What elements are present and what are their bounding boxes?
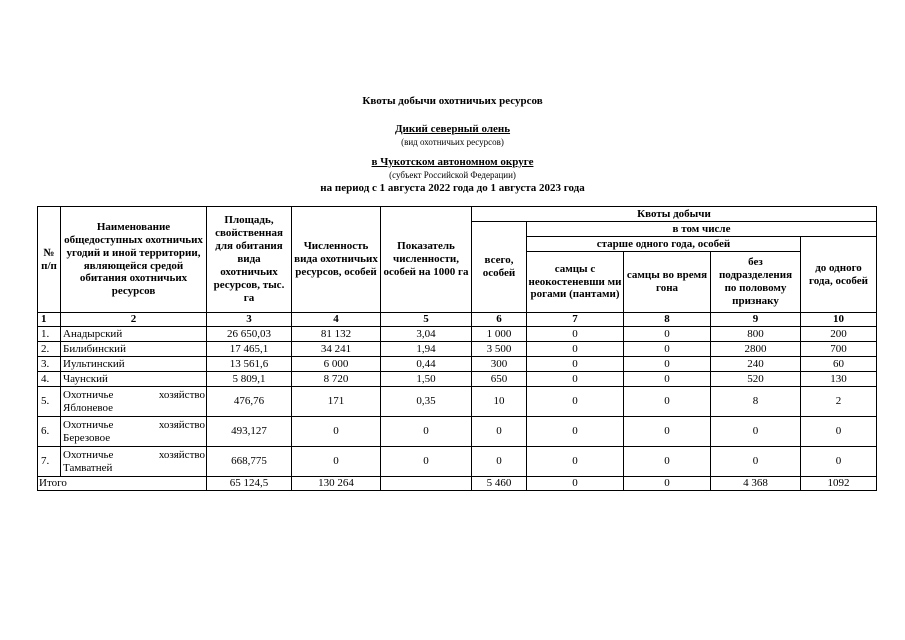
row-males-antlers: 0 xyxy=(527,327,624,342)
header-males-antlers: самцы с неокостеневши ми рогами (пантами) xyxy=(527,252,624,313)
region-caption: (субъект Российской Федерации) xyxy=(389,170,516,180)
row-under-one: 0 xyxy=(801,417,877,447)
row-population: 8 720 xyxy=(292,372,381,387)
table-row xyxy=(38,342,877,357)
header-total: всего, особей xyxy=(472,222,527,313)
header-area: Площадь, свойственная для обитания вида охотничьих ресурсов, тыс. га xyxy=(207,207,292,313)
row-males-antlers: 0 xyxy=(527,447,624,477)
row-name: Билибинский xyxy=(61,342,207,357)
total-density xyxy=(381,477,472,491)
row-index: 6. xyxy=(38,417,61,447)
table-row xyxy=(38,327,877,342)
col-number: 5 xyxy=(381,313,472,327)
header-under-one: до одного года, особей xyxy=(801,237,877,313)
table-row xyxy=(38,387,877,417)
total-total: 5 460 xyxy=(472,477,527,491)
row-index: 2. xyxy=(38,342,61,357)
header-males-rut: самцы во время гона xyxy=(624,252,711,313)
table-row xyxy=(38,447,877,477)
row-males-rut: 0 xyxy=(624,372,711,387)
row-males-antlers: 0 xyxy=(527,387,624,417)
row-total: 0 xyxy=(472,417,527,447)
table-row xyxy=(38,357,877,372)
row-name: Охотничье хозяйство Тамватней xyxy=(61,447,207,477)
row-males-rut: 0 xyxy=(624,327,711,342)
row-males-rut: 0 xyxy=(624,357,711,372)
row-population: 6 000 xyxy=(292,357,381,372)
header-including: в том числе xyxy=(527,222,877,237)
species-caption: (вид охотничьих ресурсов) xyxy=(401,137,504,147)
row-males-rut: 0 xyxy=(624,342,711,357)
row-index: 5. xyxy=(38,387,61,417)
row-under-one: 200 xyxy=(801,327,877,342)
row-total: 650 xyxy=(472,372,527,387)
row-no-sex: 0 xyxy=(711,447,801,477)
row-area: 17 465,1 xyxy=(207,342,292,357)
col-number: 4 xyxy=(292,313,381,327)
row-area: 668,775 xyxy=(207,447,292,477)
total-under-one: 1092 xyxy=(801,477,877,491)
col-number: 10 xyxy=(801,313,877,327)
row-under-one: 130 xyxy=(801,372,877,387)
species-name: Дикий северный олень xyxy=(394,123,511,135)
row-name: Иультинский xyxy=(61,357,207,372)
period-text: на период с 1 августа 2022 года до 1 августа 2023 года xyxy=(320,182,585,194)
row-name: Анадырский xyxy=(61,327,207,342)
row-males-antlers: 0 xyxy=(527,357,624,372)
row-density: 1,50 xyxy=(381,372,472,387)
row-population: 0 xyxy=(292,447,381,477)
row-index: 4. xyxy=(38,372,61,387)
document-title: Квоты добычи охотничьих ресурсов xyxy=(362,95,543,107)
row-density: 3,04 xyxy=(381,327,472,342)
total-no-sex: 4 368 xyxy=(711,477,801,491)
row-population: 34 241 xyxy=(292,342,381,357)
row-total: 10 xyxy=(472,387,527,417)
row-density: 0 xyxy=(381,417,472,447)
row-no-sex: 2800 xyxy=(711,342,801,357)
row-population: 81 132 xyxy=(292,327,381,342)
row-males-rut: 0 xyxy=(624,417,711,447)
row-area: 5 809,1 xyxy=(207,372,292,387)
row-total: 0 xyxy=(472,447,527,477)
table-row xyxy=(38,417,877,447)
row-no-sex: 240 xyxy=(711,357,801,372)
col-number: 1 xyxy=(38,313,61,327)
row-population: 0 xyxy=(292,417,381,447)
header-num: № п/п xyxy=(38,207,61,313)
row-area: 493,127 xyxy=(207,417,292,447)
quota-table xyxy=(37,206,877,491)
header-quotas: Квоты добычи xyxy=(472,207,877,222)
row-males-antlers: 0 xyxy=(527,372,624,387)
row-males-rut: 0 xyxy=(624,447,711,477)
row-total: 3 500 xyxy=(472,342,527,357)
row-density: 0,44 xyxy=(381,357,472,372)
row-density: 0 xyxy=(381,447,472,477)
total-males-antlers: 0 xyxy=(527,477,624,491)
row-males-antlers: 0 xyxy=(527,417,624,447)
row-no-sex: 0 xyxy=(711,417,801,447)
row-area: 476,76 xyxy=(207,387,292,417)
row-area: 13 561,6 xyxy=(207,357,292,372)
row-under-one: 2 xyxy=(801,387,877,417)
total-population: 130 264 xyxy=(292,477,381,491)
total-males-rut: 0 xyxy=(624,477,711,491)
row-density: 0,35 xyxy=(381,387,472,417)
row-index: 3. xyxy=(38,357,61,372)
row-no-sex: 8 xyxy=(711,387,801,417)
col-number: 6 xyxy=(472,313,527,327)
row-index: 1. xyxy=(38,327,61,342)
column-number-row xyxy=(38,313,877,327)
region-name: в Чукотском автономном округе xyxy=(371,156,534,168)
table-row xyxy=(38,372,877,387)
header-name: Наименование общедоступных охотничьих угодий и иной территории, являющейся средой обитания охотничьих ресурсов xyxy=(61,207,207,313)
row-under-one: 700 xyxy=(801,342,877,357)
row-no-sex: 520 xyxy=(711,372,801,387)
col-number: 2 xyxy=(61,313,207,327)
row-males-rut: 0 xyxy=(624,387,711,417)
col-number: 8 xyxy=(624,313,711,327)
row-name: Охотничье хозяйство Яблоневое xyxy=(61,387,207,417)
header-older: старше одного года, особей xyxy=(527,237,801,252)
header-no-sex: без подразделения по половому признаку xyxy=(711,252,801,313)
col-number: 7 xyxy=(527,313,624,327)
row-index: 7. xyxy=(38,447,61,477)
row-name: Чаунский xyxy=(61,372,207,387)
header-density: Показатель численности, особей на 1000 га xyxy=(381,207,472,313)
row-males-antlers: 0 xyxy=(527,342,624,357)
row-under-one: 0 xyxy=(801,447,877,477)
row-no-sex: 800 xyxy=(711,327,801,342)
header-population: Численность вида охотничьих ресурсов, особей xyxy=(292,207,381,313)
row-density: 1,94 xyxy=(381,342,472,357)
col-number: 3 xyxy=(207,313,292,327)
row-name: Охотничье хозяйство Березовое xyxy=(61,417,207,447)
total-area: 65 124,5 xyxy=(207,477,292,491)
row-total: 1 000 xyxy=(472,327,527,342)
total-label: Итого xyxy=(38,477,207,491)
col-number: 9 xyxy=(711,313,801,327)
row-area: 26 650,03 xyxy=(207,327,292,342)
total-row xyxy=(38,477,877,491)
row-total: 300 xyxy=(472,357,527,372)
row-under-one: 60 xyxy=(801,357,877,372)
row-population: 171 xyxy=(292,387,381,417)
